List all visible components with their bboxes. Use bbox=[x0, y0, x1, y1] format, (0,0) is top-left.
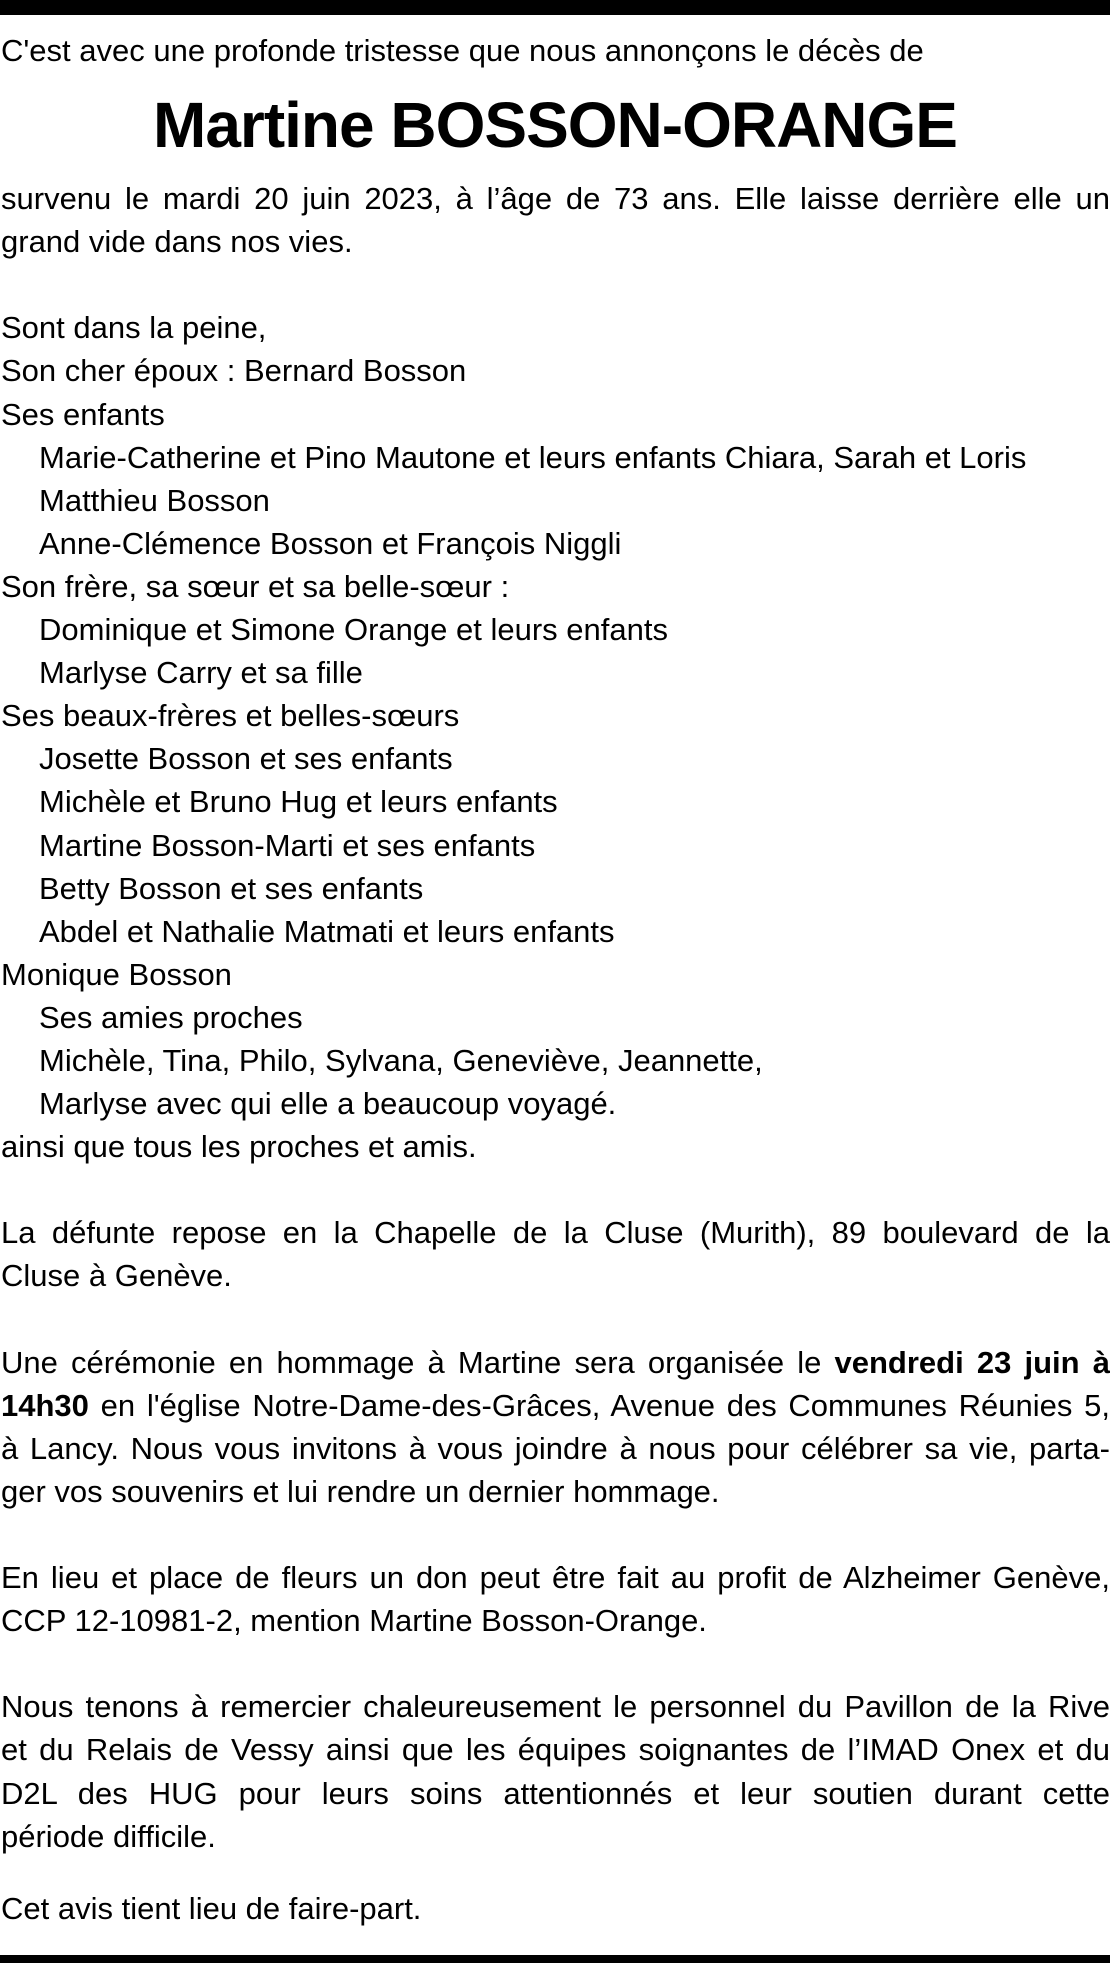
mourner-member: Michèle, Tina, Philo, Sylvana, Geneviève, Jeannette, bbox=[39, 1042, 763, 1078]
ceremony-line: à Lancy. Nous vous invitons à vous joindre à nous pour célébrer sa vie, parta- bbox=[1, 1430, 1110, 1466]
mourner-member: Marlyse Carry et sa fille bbox=[39, 655, 363, 691]
top-rule bbox=[0, 0, 1110, 15]
mourner-group-heading: Son frère, sa sœur et sa belle-sœur : bbox=[1, 568, 510, 604]
mourner-member: Ses amies proches bbox=[39, 999, 303, 1035]
mourner-member: Dominique et Simone Orange et leurs enfants bbox=[39, 612, 668, 648]
ceremony-date: vendredi 23 juin à bbox=[834, 1344, 1110, 1380]
mourners-closing: ainsi que tous les proches et amis. bbox=[1, 1129, 477, 1165]
ceremony-line bbox=[0, 1341, 1110, 1384]
donation-paragraph bbox=[0, 1556, 1110, 1642]
bottom-rule bbox=[0, 1955, 1110, 1963]
mourner-member: Marlyse avec qui elle a beaucoup voyagé. bbox=[39, 1086, 617, 1122]
death-paragraph bbox=[0, 177, 1110, 263]
mourner-group-heading: Monique Bosson bbox=[1, 956, 232, 992]
mourner-member: Matthieu Bosson bbox=[39, 482, 270, 518]
mourner-member: Abdel et Nathalie Matmati et leurs enfants bbox=[39, 913, 615, 949]
ceremony-time: 14h30 bbox=[1, 1387, 89, 1423]
ceremony-text: en l'église Notre-Dame-des-Grâces, Avenue des Communes Réunies 5, bbox=[100, 1387, 1110, 1423]
mourners-intro: Sont dans la peine, bbox=[1, 310, 267, 346]
viewing-line: La défunte repose en la Chapelle de la Cluse (Murith), 89 boulevard de la bbox=[1, 1215, 1110, 1251]
thanks-paragraph bbox=[0, 1685, 1110, 1857]
thanks-line: D2L des HUG pour leurs soins attentionnés et leur soutien durant cette bbox=[1, 1775, 1110, 1811]
mourner-member: Marie-Catherine et Pino Mautone et leurs enfants Chiara, Sarah et Loris bbox=[39, 439, 1027, 475]
thanks-line: Nous tenons à remercier chaleureusement le personnel du Pavillon de la Rive bbox=[1, 1689, 1110, 1725]
death-line: survenu le mardi 20 juin 2023, à l’âge de 73 ans. Elle laisse derrière elle un bbox=[1, 181, 1110, 217]
obituary-notice bbox=[0, 29, 1110, 1930]
mourner-group-heading: Ses enfants bbox=[1, 396, 165, 432]
thanks-line: et du Relais de Vessy ainsi que les équipes soignantes de l’IMAD Onex et du bbox=[1, 1732, 1110, 1768]
thanks-line: période difficile. bbox=[1, 1818, 216, 1854]
death-line: grand vide dans nos vies. bbox=[1, 224, 353, 260]
ceremony-text: Une cérémonie en hommage à Martine sera organisée le bbox=[1, 1344, 822, 1380]
mourner-member: Anne-Clémence Bosson et François Niggli bbox=[39, 525, 622, 561]
mourner-group-heading: Son cher époux : Bernard Bosson bbox=[1, 353, 467, 389]
announcement-intro: C'est avec une profonde tristesse que nous annonçons le décès de bbox=[1, 33, 924, 68]
ceremony-line bbox=[0, 1384, 1110, 1427]
donation-line: CCP 12-10981-2, mention Martine Bosson-Orange. bbox=[1, 1603, 707, 1639]
donation-line: En lieu et place de fleurs un don peut être fait au profit de Alzheimer Genève, bbox=[1, 1560, 1110, 1596]
viewing-paragraph bbox=[0, 1211, 1110, 1297]
ceremony-line: ger vos souvenirs et lui rendre un dernier hommage. bbox=[1, 1473, 720, 1509]
mourners-list bbox=[0, 306, 1110, 1168]
mourner-member: Michèle et Bruno Hug et leurs enfants bbox=[39, 784, 558, 820]
deceased-name: Martine BOSSON-ORANGE bbox=[153, 89, 957, 162]
mourner-member: Betty Bosson et ses enfants bbox=[39, 870, 424, 906]
mourner-member: Josette Bosson et ses enfants bbox=[39, 741, 453, 777]
mourner-member: Martine Bosson-Marti et ses enfants bbox=[39, 827, 536, 863]
mourner-group-heading: Ses beaux-frères et belles-sœurs bbox=[1, 698, 460, 734]
viewing-line: Cluse à Genève. bbox=[1, 1258, 232, 1294]
ceremony-paragraph bbox=[0, 1341, 1110, 1513]
final-note: Cet avis tient lieu de faire-part. bbox=[1, 1890, 422, 1926]
